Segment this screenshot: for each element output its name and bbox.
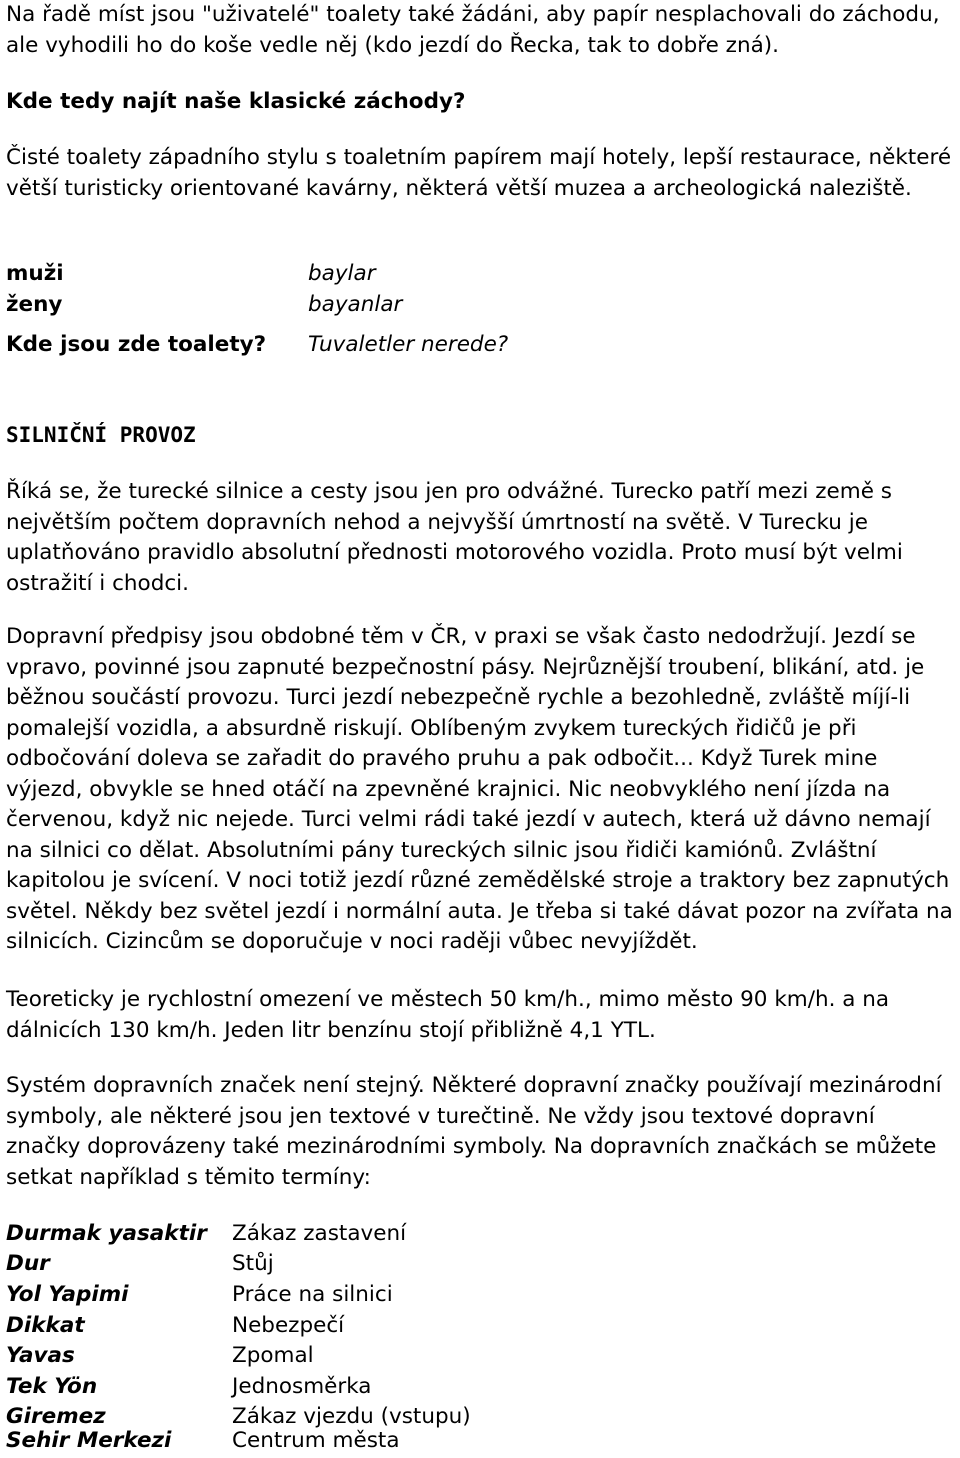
phrase-czech: ženy <box>6 292 63 317</box>
section-heading-traffic: SILNIČNÍ PROVOZ <box>6 423 196 447</box>
term-czech: Jednosměrka <box>232 1374 372 1399</box>
term-czech: Centrum města <box>232 1428 400 1453</box>
traffic-paragraph-1: Říká se, že turecké silnice a cesty jsou jen pro odvážné. Turecko patří mezi země s největším počtem dopravních nehod a nejvyšší úmrtností na světě. V Turecku je uplatňováno pravidlo absolutní přednosti motorového vozidla. Proto musí být velmi ostražití i chodci. <box>6 479 903 596</box>
phrase-turkish: Tuvaletler nerede? <box>308 332 509 357</box>
term-turkish: Durmak yasaktir <box>6 1221 207 1246</box>
term-turkish: Giremez <box>6 1404 106 1429</box>
phrase-turkish: bayanlar <box>308 292 403 317</box>
term-czech: Zákaz vjezdu (vstupu) <box>232 1404 471 1429</box>
term-czech: Zákaz zastavení <box>232 1221 407 1246</box>
term-turkish: Dikkat <box>6 1313 85 1338</box>
phrase-czech: Kde jsou zde toalety? <box>6 332 267 357</box>
toilet-info-paragraph: Čisté toalety západního stylu s toaletním papírem mají hotely, lepší restaurace, některé větší turisticky orientované kavárny, některá větší muzea a archeologická naleziště. <box>6 145 952 201</box>
intro-paragraph: Na řadě míst jsou "uživatelé" toalety také žádáni, aby papír nesplachovali do záchodu, ale vyhodili ho do koše vedle něj (kdo jezdí do Řecka, tak to dobře zná). <box>6 2 940 58</box>
term-turkish: Dur <box>6 1251 50 1276</box>
term-czech: Stůj <box>232 1251 274 1276</box>
term-turkish: Tek Yön <box>6 1374 98 1399</box>
toilet-question: Kde tedy najít naše klasické záchody? <box>6 89 466 114</box>
term-czech: Zpomal <box>232 1343 314 1368</box>
traffic-paragraph-3: Teoreticky je rychlostní omezení ve městech 50 km/h., mimo město 90 km/h. a na dálnicích 130 km/h. Jeden litr benzínu stojí přibližně 4,1 YTL. <box>6 987 890 1043</box>
traffic-paragraph-2: Dopravní předpisy jsou obdobné těm v ČR, v praxi se však často nedodržují. Jezdí se vpravo, povinné jsou zapnuté bezpečnostní pásy. Nejrůznější troubení, blikání, atd. je běžnou součástí provozu. Turci jezdí nebezpečně rychle a bezohledně, zvláště míjí-li pomalejší vozidla, a absurdně riskují. Oblíbeným zvykem tureckých řidičů je při odbočování doleva se zařadit do pravého pruhu a pak odbočit... Když Turek mine výjezd, obvykle se hned otáčí na zpevněné krajnici. Nic neobvyklého není jízda na červenou, když nic nejede. Turci velmi rádi také jezdí v autech, která už dávno nemají na silnici co dělat. Absolutními pány tureckých silnic jsou řidiči kamiónů. Zvláštní kapitolou je svícení. V noci totiž jezdí různé zemědělské stroje a traktory bez zapnutých světel. Někdy bez světel jezdí i normální auta. Je třeba si také dávat pozor na zvířata na silnicích. Cizincům se doporučuje v noci raději vůbec nevyjíždět. <box>6 624 953 954</box>
term-czech: Práce na silnici <box>232 1282 393 1307</box>
phrase-turkish: baylar <box>308 261 376 286</box>
term-turkish: Yavas <box>6 1343 75 1368</box>
phrase-czech: muži <box>6 261 64 286</box>
traffic-paragraph-4: Systém dopravních značek není stejný. Některé dopravní značky používají mezinárodní symboly, ale některé jsou jen textové v turečtině. Ne vždy jsou textové dopravní značky doprovázeny také mezinárodními symboly. Na dopravních značkách se můžete setkat například s těmito termíny: <box>6 1073 942 1190</box>
term-turkish: Yol Yapimi <box>6 1282 129 1307</box>
term-turkish: Sehir Merkezi <box>6 1428 172 1453</box>
term-czech: Nebezpečí <box>232 1313 345 1338</box>
